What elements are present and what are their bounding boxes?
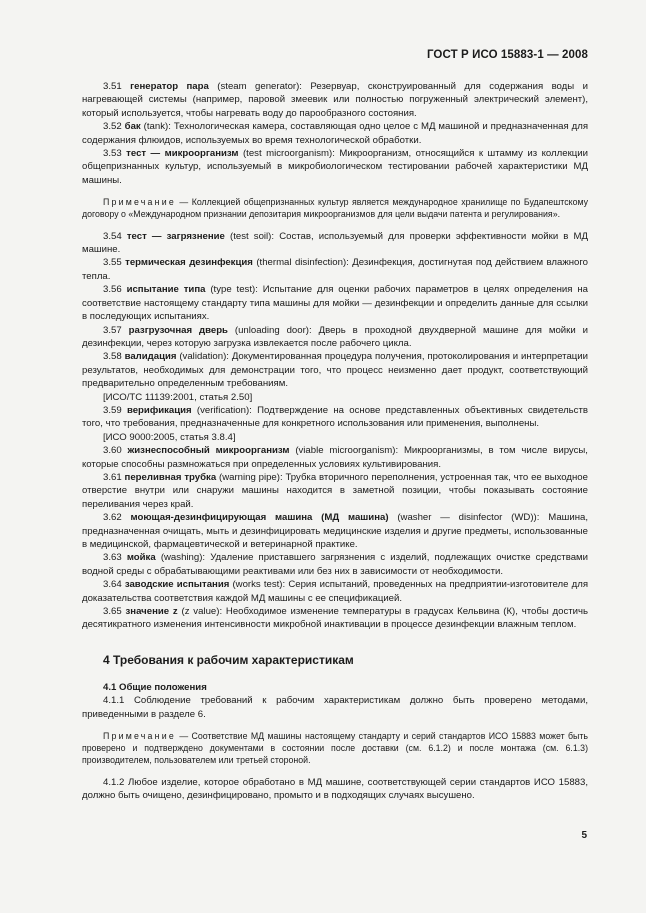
term: заводские испытания [124,579,230,591]
definition-3-63: 3.63 мойка (washing): Удаление приставшего загрязнения с изделий, подлежащих очистке средствами водной среды с обрабатывающими реактивами или без них в зависимости от необходимости. [82,552,588,577]
definition-3-54: 3.54 тест — загрязнение (test soil): Состав, используемый для проверки эффективности мойки в МД машине. [82,230,589,256]
term: моющая-дезинфицирующая машина (МД машина) [130,512,389,524]
term: термическая дезинфекция [125,257,253,269]
section-heading: 4 Требования к рабочим характеристикам [103,652,354,667]
paragraph-4-1-2: 4.1.2 Любое изделие, которое обработано в МД машине, соответствующей серии стандартов ИСО 15883, должно быть очищено, дезинфицировано, промыто и в подходящих случаях высушено. [82,776,588,802]
definition-3-65: 3.65 значение z (z value): Необходимое изменение температуры в градусах Кельвина (К), чтобы достичь десятикратного изменения интенсивности микробной инактивации в процессе дезинфекции влажным теплом. [82,606,589,631]
definition-3-51: 3.51 генератор пара (steam generator): Резервуар, сконструированный для содержания воды и нагревающей системы (например, паровой змеевик или полностью погруженный электрический элемент), который используется, чтобы нагревать воду до парообразного состояния. [82,81,588,119]
term: генератор пара [130,81,209,92]
definition-3-56: 3.56 испытание типа (type test): Испытание для оценки рабочих параметров в целях определения на соответствие настоящему стандарту типа машины для мойки — дезинфекции и определить данные для ссылки в последующих испытаниях. [82,284,588,323]
definition-3-58: 3.58 валидация (validation): Документированная процедура получения, протоколирования и интерпретации результатов, необходимых для демонстрации того, что процесс неизменно дает продукт, соответствующий предварительно определенным требованиям. [82,351,588,390]
term: испытание типа [126,284,206,296]
definition-3-59: 3.59 верификация (verification): Подтверждение на основе представленных объективных свидетельств того, что требования, предназначенные для конкретного использования или применения, выполнены. [82,404,588,430]
reference-3-58: [ИСО/ТС 11139:2001, статья 2.50] [103,391,253,403]
term: верификация [126,404,192,416]
term: жизнеспособный микроорганизм [127,445,290,457]
definition-3-53: 3.53 тест — микроорганизм (test microorganism): Микроорганизм, относящийся к штамму из коллекции общепризнанных культур, используемый в микробиологическом тестировании рабочей характеристики МД машины. [82,148,588,186]
definition-3-64: 3.64 заводские испытания (works test): Серия испытаний, проведенных на предприятии-изготовителе для доказательства соответствия каждой МД машины с ее спецификацией. [82,579,589,604]
page-content [82,80,588,802]
paragraph-4-1-1: 4.1.1 Соблюдение требований к рабочим характеристикам должно быть проверено методами, приведенными в разделе 6. [82,695,588,720]
definition-3-62: 3.62 моющая-дезинфицирующая машина (МД машина) (washer — disinfector (WD)): Машина, предназначенная очищать, мыть и дезинфицировать медицинские изделия и другие предметы, использованные в медицинской, фармацевтической и ветеринарной практике. [82,512,589,550]
term: переливная трубка [124,471,217,483]
reference-3-59: [ИСО 9000:2005, статья 3.8.4] [103,431,236,443]
term: мойка [126,552,156,564]
term: значение z [125,606,178,618]
note-3-53: Примечание — Коллекцией общепризнанных культур является международное хранилище по Будапештскому договору о «Международном признании депозитария микроорганизмов для цели выдачи патента и регулирования». [82,197,589,220]
page-header: ГОСТ Р ИСО 15883-1 — 2008 [426,49,588,61]
term: разгрузочная дверь [128,324,228,336]
term: тест — загрязнение [126,230,225,242]
note-4-1-1: Примечание — Соответствие МД машины настоящему стандарту и серий стандартов ИСО 15883 может быть проверено и подтверждено документами в состоянии после доставки (см. 6.1.2) и после монтажа (см. 6.1.3) производителем, пользователем или третьей стороной. [82,731,588,766]
subsection-heading: 4.1 Общие положения [103,681,207,693]
term: бак [124,121,141,133]
term: валидация [124,351,177,363]
definition-3-57: 3.57 разгрузочная дверь (unloading door): Дверь в проходной двухдверной машине для мойки и дезинфекции, через которую загрузка извлекается после рабочего цикла. [82,324,588,349]
definition-3-60: 3.60 жизнеспособный микроорганизм (viable microorganism): Микроорганизмы, в том числе вирусы, которые способны размножаться при определенных условиях культивирования. [82,445,588,470]
definition-3-61: 3.61 переливная трубка (warning pipe): Трубка вторичного переполнения, устроенная так, что ее выходное отверстие внутри или снаружи машины находится в заметной позиции, чтобы показывать состояние переливания через край. [82,471,588,510]
term: тест — микроорганизм [126,148,239,160]
page-number: 5 [581,830,587,841]
definition-3-52: 3.52 бак (tank): Технологическая камера, составляющая одно целое с МД машиной и предназначенная для содержания флюидов, используемых во время технологической обработки. [82,121,589,146]
definition-3-55: 3.55 термическая дезинфекция (thermal disinfection): Дезинфекция, достигнутая под действием влажного тепла. [82,257,589,282]
